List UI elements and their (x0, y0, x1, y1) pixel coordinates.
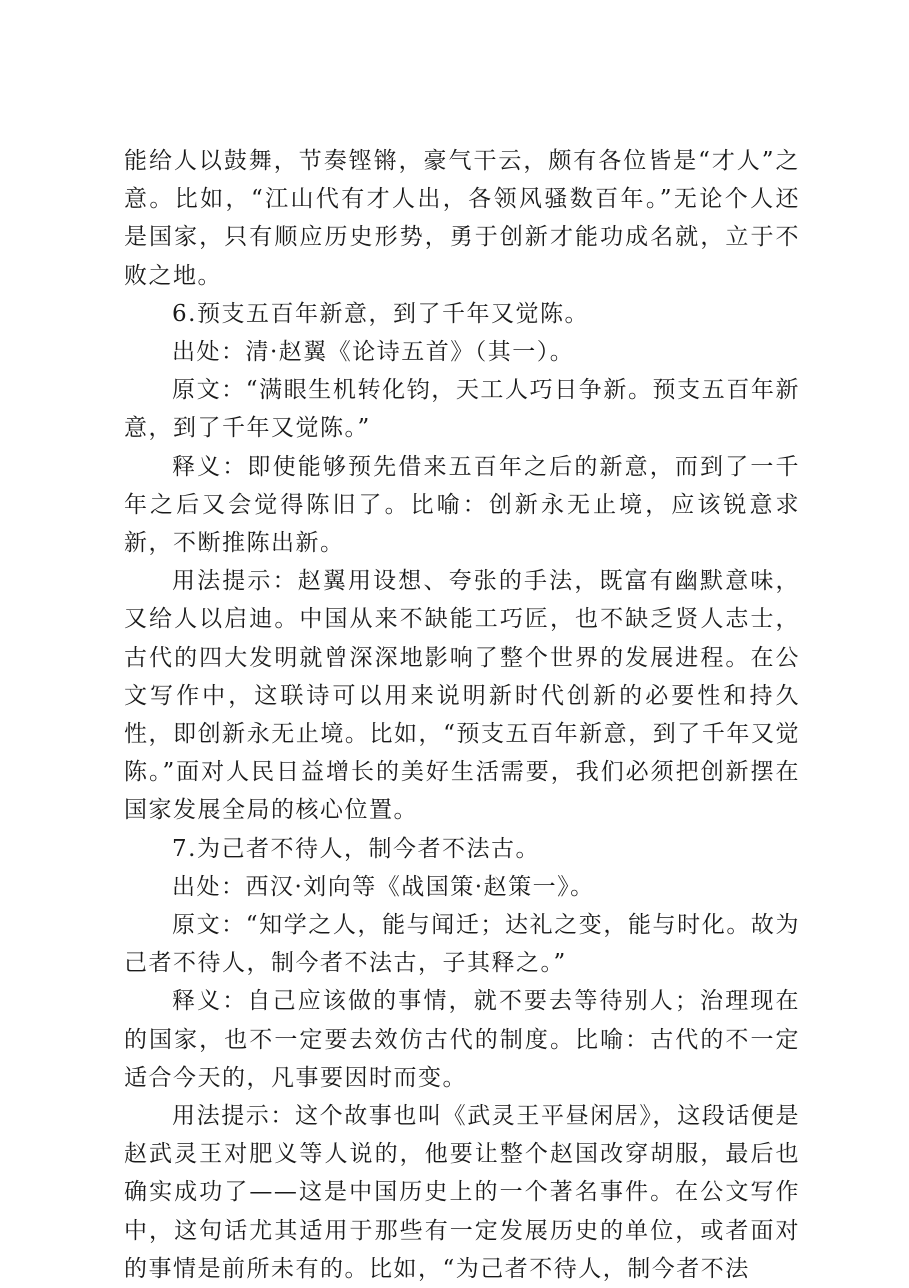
original-text-paragraph: 原文：“知学之人，能与闻迁；达礼之变，能与时化。故为己者不待人，制今者不法古，子其释之。” (124, 912, 800, 977)
paragraph-continuation: 能给人以鼓舞，节奏铿锵，豪气干云，颇有各位皆是“才人”之意。比如，“江山代有才人出，各领风骚数百年。”无论个人还是国家，只有顺应历史形势，勇于创新才能功成名就，立于不败之地。 (124, 148, 800, 289)
usage-tips-paragraph: 用法提示：赵翼用设想、夸张的手法，既富有幽默意味，又给人以启迪。中国从来不缺能工巧匠，也不缺乏贤人志士，古代的四大发明就曾深深地影响了整个世界的发展进程。在公文写作中，这联诗可以用来说明新时代创新的必要性和持久性，即创新永无止境。比如，“预支五百年新意，到了千年又觉陈。”面对人民日益增长的美好生活需要，我们必须把创新摆在国家发展全局的核心位置。 (124, 568, 800, 824)
source-paragraph: 出处：西汉·刘向等《战国策·赵策一》。 (172, 873, 595, 900)
original-text-paragraph: 原文：“满眼生机转化钧，天工人巧日争新。预支五百年新意，到了千年又觉陈。” (124, 377, 800, 442)
explanation-paragraph: 释义：自己应该做的事情，就不要去等待别人；治理现在的国家，也不一定要去效仿古代的制度。比喻：古代的不一定适合今天的，凡事要因时而变。 (124, 988, 800, 1091)
usage-tips-paragraph: 用法提示：这个故事也叫《武灵王平昼闲居》，这段话便是赵武灵王对肥义等人说的，他要让整个赵国改穿胡服，最后也确实成功了——这是中国历史上的一个著名事件。在公文写作中，这句话尤其适用于那些有一定发展历史的单位，或者面对的事情是前所未有的。比如，“为己者不待人，制今者不法 (124, 1103, 800, 1282)
heading-item-6: 6.预支五百年新意，到了千年又觉陈。 (172, 300, 589, 327)
explanation-paragraph: 释义：即使能够预先借来五百年之后的新意，而到了一千年之后又会觉得陈旧了。比喻：创新永无止境，应该锐意求新，不断推陈出新。 (124, 453, 800, 557)
source-paragraph: 出处：清·赵翼《论诗五首》（其一）。 (172, 339, 575, 366)
heading-item-7: 7.为己者不待人，制今者不法古。 (172, 835, 540, 862)
document-body (124, 142, 800, 1288)
